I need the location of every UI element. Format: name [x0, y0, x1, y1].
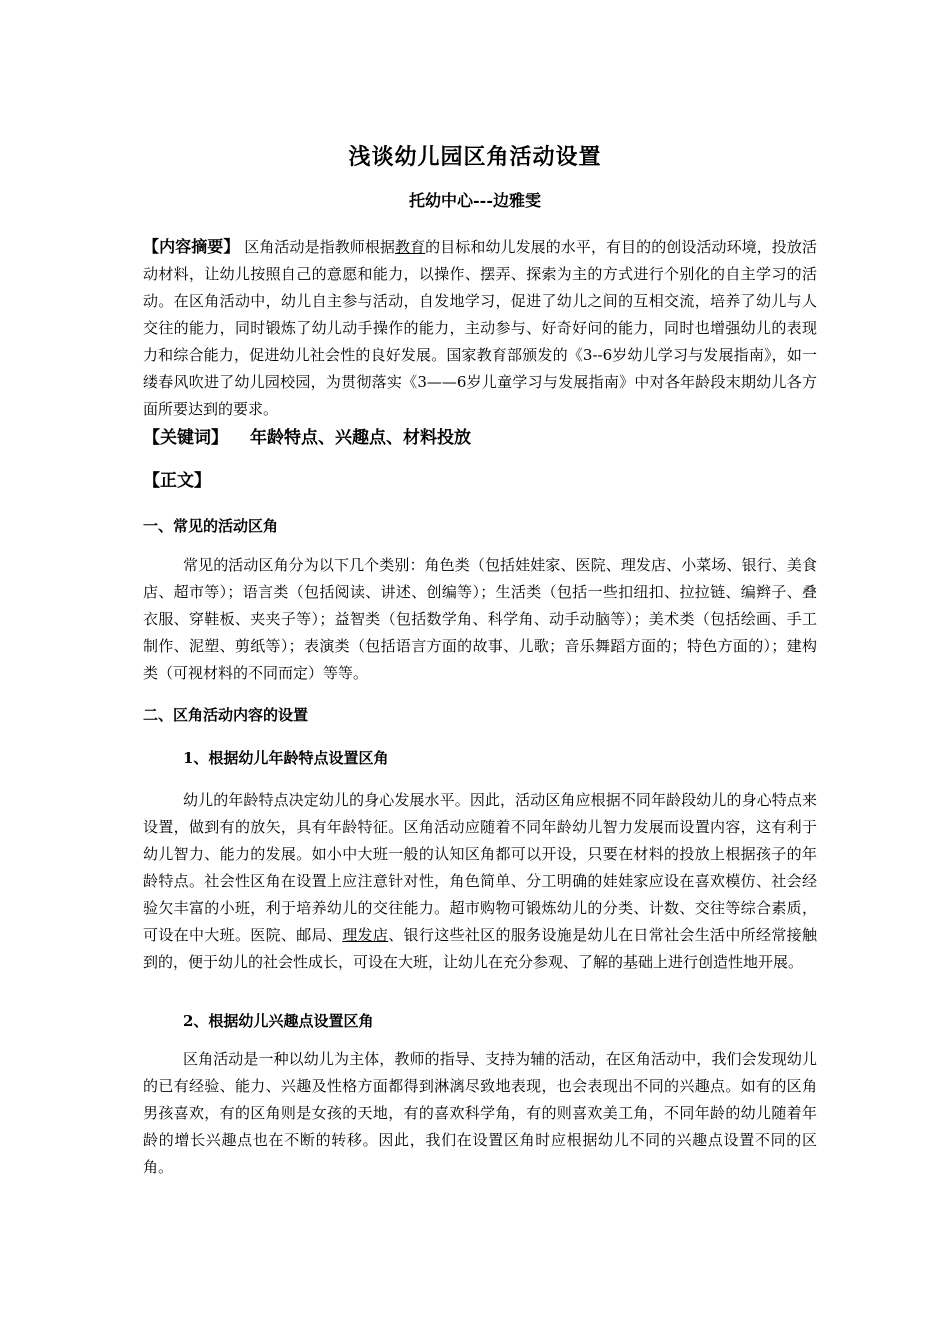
section1-paragraph: 常见的活动区角分为以下几个类别：角色类（包括娃娃家、医院、理发店、小菜场、银行、美食店、超市等）；语言类（包括阅读、讲述、创编等）；生活类（包括一些扣纽扣、拉拉链、编辫子、叠衣服、穿鞋板、夹夹子等）；益智类（包括数学角、科学角、动手动脑等）；美术类（包括绘画、手工制作、泥塑、剪纸等）；表演类（包括语言方面的故事、儿歌；音乐舞蹈方面的；特色方面的）；建构类（可视材料的不同而定）等等。 [143, 556, 817, 682]
section2-1-link-barbershop[interactable]: 理发店 [342, 926, 389, 944]
abstract-text-a: 区角活动是指教师根据 [244, 238, 395, 256]
section2-1-text-b: 、银行这些社区的服务设施是幼儿在日常社会生活中所经常接触到的，便于幼儿的社会性成长，可设在大班，让幼儿在充分参观、了解的基础上进行创造性地开展。 [143, 926, 817, 971]
body-label: 【正文】 [143, 471, 211, 491]
abstract-label: 【内容摘要】 [143, 237, 240, 256]
section2-2-heading: 2、根据幼儿兴趣点设置区角 [183, 1012, 374, 1030]
keywords-label: 【关键词】 [143, 428, 228, 448]
keywords-text: 年龄特点、兴趣点、材料投放 [250, 428, 471, 448]
abstract-paragraph [143, 233, 817, 423]
section2-1-paragraph [143, 787, 817, 976]
abstract-link-education[interactable]: 教育 [395, 238, 426, 256]
section2-heading: 二、区角活动内容的设置 [143, 706, 309, 724]
abstract-text-b: 的目标和幼儿发展的水平，有目的的创设活动环境，投放活动材料，让幼儿按照自己的意愿和能力，以操作、摆弄、探索为主的方式进行个别化的自主学习的活动。在区角活动中，幼儿自主参与活动，自发地学习，促进了幼儿之间的互相交流，培养了幼儿与人交往的能力，同时锻炼了幼儿动手操作的能力，主动参与、好奇好问的能力，同时也增强幼儿的表现力和综合能力，促进幼儿社会性的良好发展。国家教育部颁发的《3--6岁幼儿学习与发展指南》，如一缕春风吹进了幼儿园校园，为贯彻落实《3——6岁儿童学习与发展指南》中对各年龄段末期幼儿各方面所要达到的要求。 [143, 238, 817, 418]
section2-1-heading: 1、根据幼儿年龄特点设置区角 [183, 749, 389, 767]
section2-2-paragraph: 区角活动是一种以幼儿为主体，教师的指导、支持为辅的活动，在区角活动中，我们会发现幼儿的已有经验、能力、兴趣及性格方面都得到淋漓尽致地表现，也会表现出不同的兴趣点。如有的区角男孩喜欢，有的区角则是女孩的天地，有的喜欢科学角，有的则喜欢美工角，不同年龄的幼儿随着年龄的增长兴趣点也在不断的转移。因此，我们在设置区角时应根据幼儿不同的兴趣点设置不同的区角。 [143, 1050, 817, 1176]
section2-1-text-a: 幼儿的年龄特点决定幼儿的身心发展水平。因此，活动区角应根据不同年龄段幼儿的身心特点来设置，做到有的放矢，具有年龄特征。区角活动应随着不同年龄幼儿智力发展而设置内容，这有利于幼儿智力、能力的发展。如小中大班一般的认知区角都可以开设，只要在材料的投放上根据孩子的年龄特点。社会性区角在设置上应注意针对性，角色简单、分工明确的娃娃家应设在喜欢模仿、社会经验欠丰富的小班，利于培养幼儿的交往能力。超市购物可锻炼幼儿的分类、计数、交往等综合素质，可设在中大班。医院、邮局、 [143, 791, 817, 944]
author-line: 托幼中心---边雅雯 [409, 191, 541, 210]
document-title: 浅谈幼儿园区角活动设置 [348, 144, 602, 170]
keywords-line [143, 425, 817, 452]
section1-heading: 一、常见的活动区角 [143, 517, 279, 535]
